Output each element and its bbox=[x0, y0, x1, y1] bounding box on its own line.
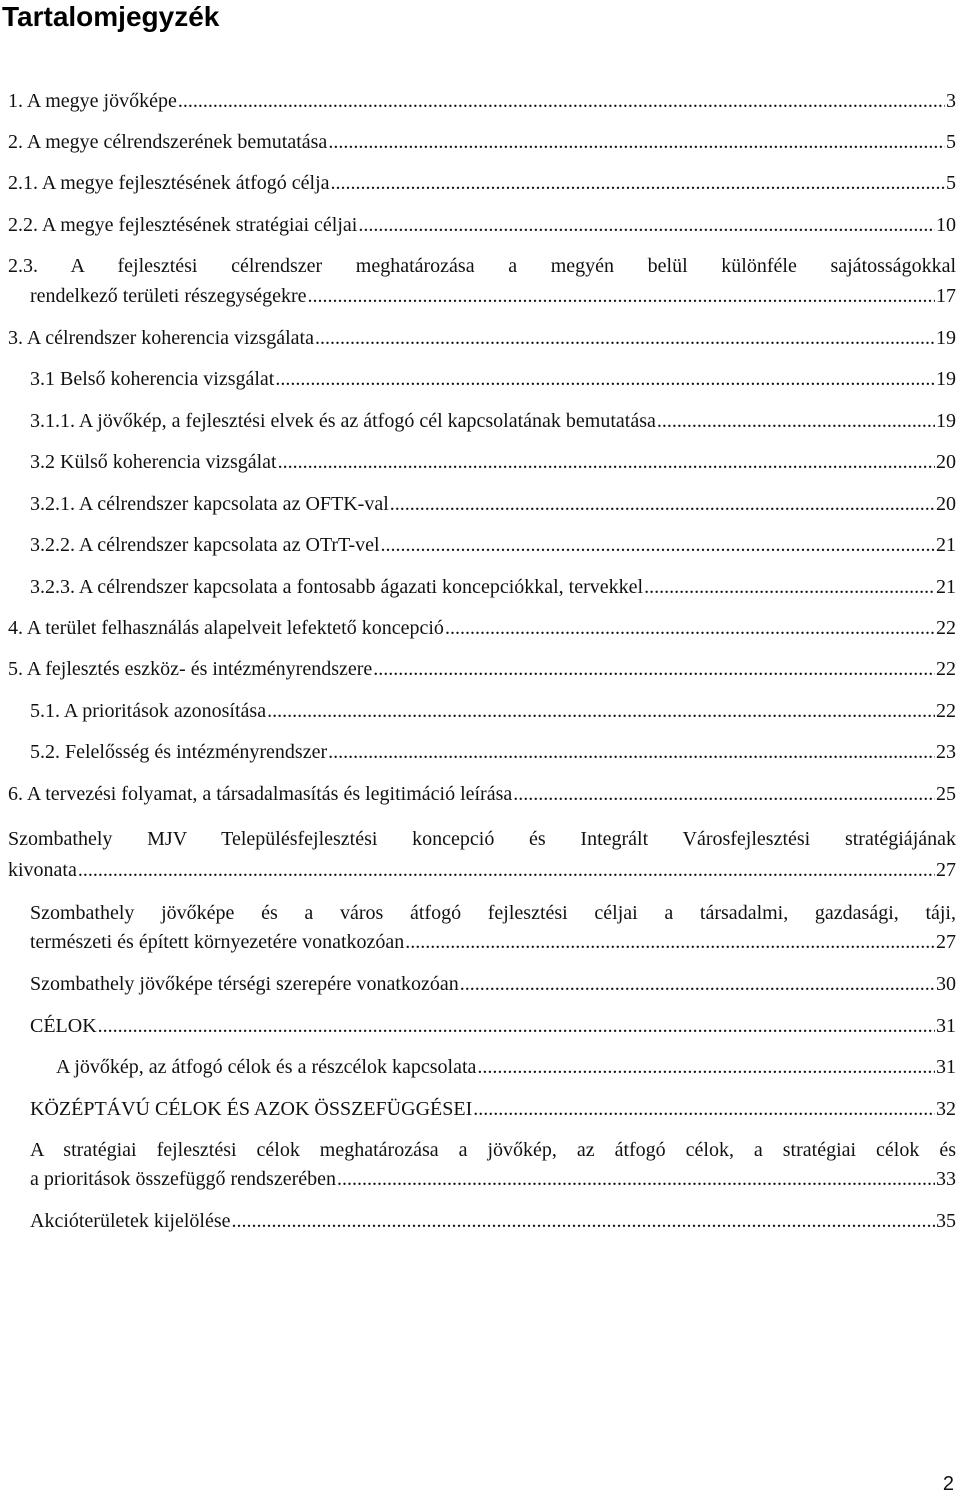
toc-entry-text: kivonata bbox=[8, 859, 77, 881]
toc-entry-text: CÉLOK bbox=[30, 1015, 97, 1037]
toc-page-number: 32 bbox=[936, 1098, 956, 1120]
toc-entry[interactable] bbox=[30, 491, 956, 517]
toc-entry-line1[interactable]: Szombathely jövőképe és a város átfogó fejlesztési céljai a társadalmi, gazdasági, táji, bbox=[30, 902, 956, 924]
toc-entry[interactable] bbox=[30, 1166, 956, 1192]
toc-entry[interactable] bbox=[8, 129, 956, 155]
toc-entry[interactable] bbox=[30, 1208, 956, 1234]
toc-page-number: 22 bbox=[936, 700, 956, 722]
toc-page-number: 5 bbox=[946, 172, 956, 194]
toc-dot-leader bbox=[337, 1166, 935, 1192]
toc-entry[interactable] bbox=[8, 781, 956, 807]
toc-entry[interactable] bbox=[30, 574, 956, 600]
toc-entry[interactable] bbox=[8, 212, 956, 238]
toc-page-number: 31 bbox=[936, 1015, 956, 1037]
toc-entry-text: 2. A megye célrendszerének bemutatása bbox=[8, 131, 328, 153]
toc-dot-leader bbox=[657, 408, 935, 434]
toc-entry-text: 3.2 Külső koherencia vizsgálat bbox=[30, 451, 277, 473]
toc-entry-text: Akcióterületek kijelölése bbox=[30, 1210, 231, 1232]
toc-dot-leader bbox=[513, 781, 935, 807]
toc-page-number: 19 bbox=[936, 368, 956, 390]
toc-entry-text: 3.1 Belső koherencia vizsgálat bbox=[30, 368, 275, 390]
toc-dot-leader bbox=[178, 88, 945, 114]
toc-entry[interactable] bbox=[8, 325, 956, 351]
toc-entry[interactable] bbox=[30, 739, 956, 765]
toc-entry-text: 3.2.3. A célrendszer kapcsolata a fontosabb ágazati koncepciókkal, tervekkel bbox=[30, 576, 644, 598]
toc-entry-text: rendelkező területi részegységekre bbox=[30, 285, 307, 307]
toc-entry-text: 6. A tervezési folyamat, a társadalmasítás és legitimáció leírása bbox=[8, 783, 513, 805]
toc-entry-text: 5. A fejlesztés eszköz- és intézményrendszere bbox=[8, 658, 373, 680]
toc-page-number: 3 bbox=[946, 90, 956, 112]
toc-page-number: 27 bbox=[936, 931, 956, 953]
toc-page-number: 21 bbox=[936, 576, 956, 598]
toc-dot-leader bbox=[473, 1096, 935, 1122]
toc-page-number: 23 bbox=[936, 741, 956, 763]
toc-entry[interactable] bbox=[30, 283, 956, 309]
toc-entry-text: 5.2. Felelősség és intézményrendszer bbox=[30, 741, 328, 763]
toc-entry[interactable] bbox=[30, 366, 956, 392]
toc-entry-text: A jövőkép, az átfogó célok és a részcélok kapcsolata bbox=[56, 1056, 477, 1078]
toc-entry-text: 3.2.2. A célrendszer kapcsolata az OTrT-vel bbox=[30, 534, 380, 556]
toc-entry-text: 3. A célrendszer koherencia vizsgálata bbox=[8, 327, 314, 349]
page-title: Tartalomjegyzék bbox=[2, 1, 220, 32]
toc-dot-leader bbox=[98, 1013, 935, 1039]
toc-entry[interactable] bbox=[8, 656, 956, 682]
toc-entry[interactable] bbox=[30, 929, 956, 955]
toc-entry[interactable] bbox=[30, 408, 956, 434]
toc-page-number: 35 bbox=[936, 1210, 956, 1232]
toc-dot-leader bbox=[275, 366, 935, 392]
toc-entry[interactable] bbox=[30, 698, 956, 724]
toc-entry-text: Szombathely jövőképe térségi szerepére vonatkozóan bbox=[30, 973, 459, 995]
toc-entry-text: a prioritások összefüggő rendszerében bbox=[30, 1168, 336, 1190]
toc-dot-leader bbox=[381, 532, 935, 558]
toc-entry-text: 4. A terület felhasználás alapelveit lefektető koncepció bbox=[8, 617, 444, 639]
toc-entry[interactable] bbox=[30, 971, 956, 997]
toc-dot-leader bbox=[358, 212, 935, 238]
toc-page-number: 5 bbox=[946, 131, 956, 153]
toc-page-number: 19 bbox=[936, 410, 956, 432]
toc-page-number: 17 bbox=[936, 285, 956, 307]
toc-dot-leader bbox=[328, 739, 935, 765]
toc-dot-leader bbox=[390, 491, 935, 517]
toc-entry[interactable] bbox=[8, 615, 956, 641]
page-number: 2 bbox=[942, 1473, 954, 1495]
toc-entry-line1[interactable]: A stratégiai fejlesztési célok meghatározása a jövőkép, az átfogó célok, a stratégiai célok és bbox=[30, 1139, 956, 1161]
toc-entry-line1[interactable]: 2.3. A fejlesztési célrendszer meghatározása a megyén belül különféle sajátosságokkal bbox=[8, 255, 956, 277]
toc-dot-leader bbox=[315, 325, 935, 351]
toc-page-number: 22 bbox=[936, 617, 956, 639]
toc-entry[interactable] bbox=[30, 449, 956, 475]
toc-dot-leader bbox=[231, 1208, 935, 1234]
toc-entry-text: 2.1. A megye fejlesztésének átfogó célja bbox=[8, 172, 330, 194]
toc-page-number: 20 bbox=[936, 493, 956, 515]
toc-dot-leader bbox=[644, 574, 935, 600]
toc-entry-text: KÖZÉPTÁVÚ CÉLOK ÉS AZOK ÖSSZEFÜGGÉSEI bbox=[30, 1098, 473, 1120]
toc-entry[interactable] bbox=[8, 857, 956, 883]
toc-page-number: 30 bbox=[936, 973, 956, 995]
toc-entry-text: természeti és épített környezetére vonatkozóan bbox=[30, 931, 405, 953]
toc-entry[interactable] bbox=[30, 1013, 956, 1039]
toc-entry-text: 3.2.1. A célrendszer kapcsolata az OFTK-val bbox=[30, 493, 389, 515]
toc-entry-text: 3.1.1. A jövőkép, a fejlesztési elvek és az átfogó cél kapcsolatának bemutatása bbox=[30, 410, 656, 432]
toc-dot-leader bbox=[78, 857, 935, 883]
toc-dot-leader bbox=[308, 283, 935, 309]
toc-page-number: 10 bbox=[936, 214, 956, 236]
toc-entry-text: 2.2. A megye fejlesztésének stratégiai céljai bbox=[8, 214, 358, 236]
toc-entry[interactable] bbox=[8, 88, 956, 114]
toc-page-number: 31 bbox=[936, 1056, 956, 1078]
toc-page-number: 33 bbox=[936, 1168, 956, 1190]
toc-page-number: 22 bbox=[936, 658, 956, 680]
toc-page-number: 20 bbox=[936, 451, 956, 473]
toc-dot-leader bbox=[328, 129, 945, 155]
toc-page-number: 27 bbox=[936, 859, 956, 881]
toc-dot-leader bbox=[267, 698, 935, 724]
toc-dot-leader bbox=[405, 929, 935, 955]
toc-dot-leader bbox=[445, 615, 935, 641]
toc-entry[interactable] bbox=[56, 1054, 956, 1080]
toc-page-number: 19 bbox=[936, 327, 956, 349]
toc-dot-leader bbox=[278, 449, 935, 475]
toc-page-number: 21 bbox=[936, 534, 956, 556]
toc-dot-leader bbox=[477, 1054, 935, 1080]
toc-page-number: 25 bbox=[936, 783, 956, 805]
toc-entry[interactable] bbox=[8, 170, 956, 196]
toc-dot-leader bbox=[331, 170, 945, 196]
toc-entry-text: 1. A megye jövőképe bbox=[8, 90, 177, 112]
toc-entry[interactable] bbox=[30, 1096, 956, 1122]
toc-entry[interactable] bbox=[30, 532, 956, 558]
toc-entry-line1[interactable]: Szombathely MJV Településfejlesztési koncepció és Integrált Városfejlesztési stratégiájának bbox=[8, 828, 956, 850]
toc-entry-text: 5.1. A prioritások azonosítása bbox=[30, 700, 267, 722]
toc-dot-leader bbox=[460, 971, 935, 997]
toc-dot-leader bbox=[373, 656, 935, 682]
